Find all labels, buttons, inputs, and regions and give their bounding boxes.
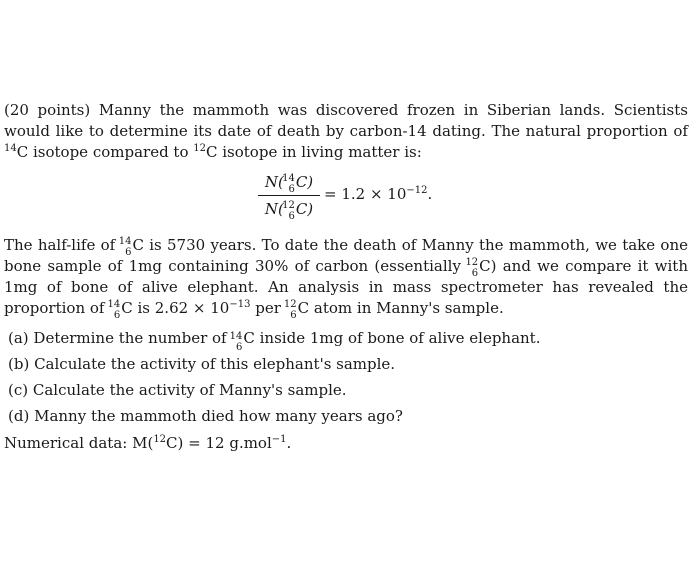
question-a: (a) Determine the number of 14 6 C inside 1mg of bone of alive elephant. bbox=[8, 329, 541, 353]
fraction-numerator: N( 14 6 C) bbox=[264, 173, 314, 195]
question-b: (b) Calculate the activity of this elephant's sample. bbox=[8, 355, 396, 373]
fraction-denominator: N( 12 6 C) bbox=[264, 200, 314, 222]
question-list bbox=[4, 325, 688, 429]
question-c: (c) Calculate the activity of Manny's sample. bbox=[8, 381, 347, 399]
numerical-data: Numerical data: M($^{12}$C) = 12 g.mol$^{-1}$. bbox=[4, 434, 292, 452]
equation-rhs: = $1.2 \times 10^{-12}$. bbox=[324, 185, 433, 203]
problem-page bbox=[4, 100, 688, 455]
ratio-fraction bbox=[258, 171, 320, 220]
points-label: (20 points) bbox=[4, 101, 91, 119]
halflife-paragraph: The half-life of 14 6 C is 5730 years. To date the death of Manny the mammoth, we take one bone sample of 1mg containing 30% of carbon (essentially 12 6 C) and we compare it with 1mg of bone of alive elephant. An analysis in mass spectrometer has revealed the proportion of 14 6 C is $2.62 \times 10^{-13}$ per 12 6 C atom in Manny's sample. bbox=[4, 236, 688, 321]
isotope-ratio-equation bbox=[4, 171, 688, 231]
question-d: (d) Manny the mammoth died how many years ago? bbox=[8, 407, 403, 425]
intro-paragraph: (20 points) Manny the mammoth was discovered frozen in Siberian lands. Scientists would like to determine its date of death by carbon-14 dating. The natural proportion of $^{14}$C isotope compared to $^{12}$C isotope in living matter is: bbox=[4, 101, 688, 161]
